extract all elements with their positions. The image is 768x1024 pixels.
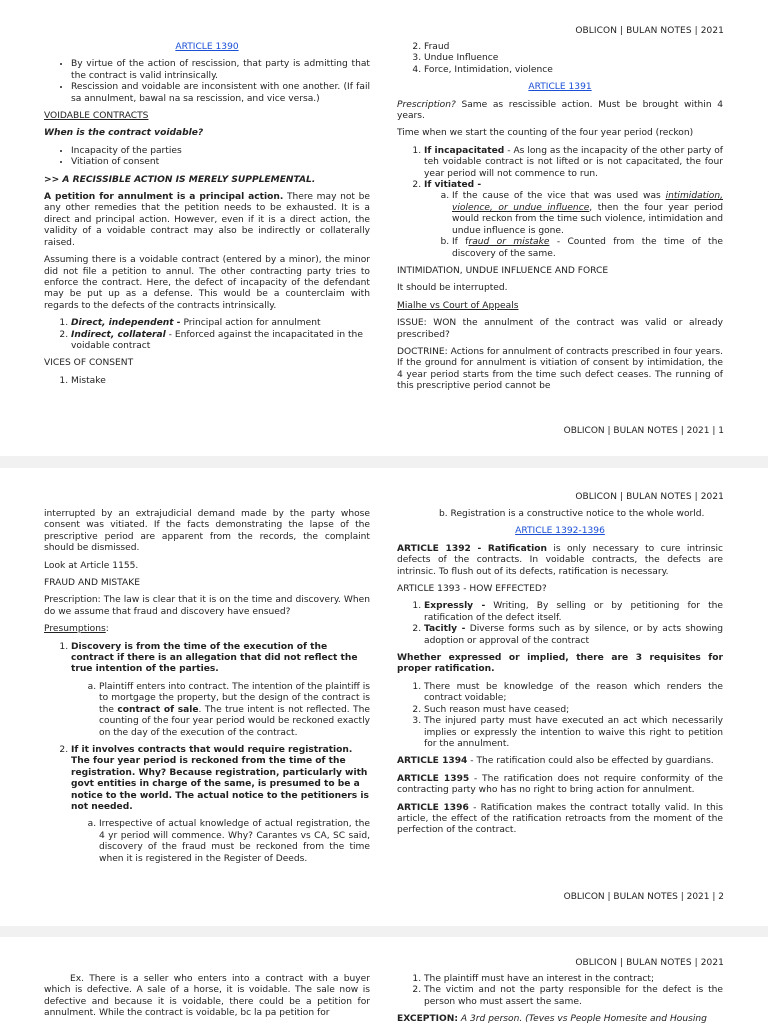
- list-item: 2. The victim and not the party responsible for the defect is the person who must assert the same.: [424, 985, 723, 1008]
- page-footer: OBLICON | BULAN NOTES | 2021 | 2: [563, 892, 724, 902]
- look-at-article: Look at Article 1155.: [44, 560, 139, 571]
- page-header: OBLICON | BULAN NOTES | 2021: [575, 492, 724, 502]
- exception-paragraph: EXCEPTION: A 3rd person. (Teves vs People Homesite and Housing: [397, 1014, 707, 1024]
- list-item: 1. Expressly - Writing, By selling or by petitioning for the ratification of the defect itself.: [424, 601, 723, 624]
- list-item: • Vitiation of consent: [71, 157, 370, 168]
- article-1393-heading: ARTICLE 1393 - HOW EFFECTED?: [397, 584, 547, 595]
- page-3-left-column: [44, 974, 370, 1024]
- supplemental-note: >> A RECISSIBLE ACTION IS MERELY SUPPLEMENTAL.: [44, 174, 316, 185]
- list-item: • Incapacity of the parties: [71, 146, 370, 157]
- voidable-contracts-heading: VOIDABLE CONTRACTS: [44, 111, 149, 122]
- doctrine-paragraph: DOCTRINE: Actions for annulment of contracts prescribed in four years. If the ground for annulment is vitiation of consent by intimidation, the 4 year period starts from the time such defect ceases. The running of this prescriptive period cannot be: [397, 346, 723, 392]
- case-name: Mialhe vs Court of Appeals: [397, 300, 519, 311]
- ratification-forms-list: [397, 601, 723, 647]
- page-header: OBLICON | BULAN NOTES | 2021: [575, 958, 724, 968]
- when-voidable-question: When is the contract voidable?: [44, 128, 204, 139]
- list-item: 2. If it involves contracts that would require registration. The four year period is reckoned from the time of the registration. Why? Because registration, particularly with govt entities in charge of the same, is presumed to be a notice to the world. The actual notice to the petitioners is not needed. a. Irrespective of actual knowledge of actual registration, the 4 yr period will commence. Why? Carantes vs CA, SC said, discovery of the fraud must be reckoned from the time when it is registered in the Register of Deeds.: [71, 745, 370, 865]
- presumptions-label: Presumptions:: [44, 624, 109, 635]
- page-header: OBLICON | BULAN NOTES | 2021: [575, 26, 724, 36]
- page-1: [0, 0, 768, 456]
- list-item: 1. Direct, independent - Principal action for annulment: [71, 318, 370, 329]
- fraud-mistake-heading: FRAUD AND MISTAKE: [44, 578, 140, 589]
- article-1395-paragraph: ARTICLE 1395 - The ratification does not require conformity of the contracting party who has no right to bring action for annulment.: [397, 773, 723, 796]
- page-1-right-column: [397, 42, 723, 399]
- presumption-2-sublist: [71, 819, 370, 865]
- issue-paragraph: ISSUE: WON the annulment of the contract was valid or already prescribed?: [397, 318, 723, 340]
- action-types-list: [44, 318, 370, 352]
- vitiated-sublist: [424, 191, 723, 259]
- registration-note: b. Registration is a constructive notice to the whole world.: [439, 509, 705, 519]
- list-item: a. Irrespective of actual knowledge of actual registration, the 4 yr period will commence. Why? Carantes vs CA, SC said, discovery of the fraud must be reckoned from the time when it is registered in the Register of Deeds.: [99, 819, 370, 865]
- list-item: 1. There must be knowledge of the reason which renders the contract voidable;: [424, 682, 723, 705]
- list-item: 1. Mistake: [71, 376, 370, 387]
- list-item: b. If fraud or mistake - Counted from the time of the discovery of the same.: [452, 237, 723, 260]
- prescription-paragraph: Prescription? Same as rescissible action. Must be brought within 4 years.: [397, 99, 723, 122]
- page-2-right-column: [397, 509, 723, 843]
- assuming-paragraph: Assuming there is a voidable contract (entered by a minor), the minor did not file a petition to annul. The other contracting party tries to enforce the contract. Here, the defect of incapacity of the defendant may be put up as a defense. This would be a counterclaim with regards to the defects of the contracts intrinsically.: [44, 255, 370, 311]
- page-2-left-column: [44, 509, 370, 871]
- voidable-causes-list: [44, 146, 370, 169]
- intimidation-heading: INTIMIDATION, UNDUE INFLUENCE AND FORCE: [397, 265, 609, 276]
- reckoning-list: [397, 146, 723, 260]
- example-paragraph: Ex. There is a seller who enters into a contract with a buyer which is defective. A sale of a horse, it is voidable. The sale now is defective and because it is voidable, there could be a petition for annulment. While the contract is voidable, bc la pa petition for: [44, 974, 370, 1019]
- time-when-paragraph: Time when we start the counting of the four year period (reckon): [397, 128, 694, 139]
- vices-list: [44, 376, 370, 387]
- list-item: 1. Discovery is from the time of the execution of the contract if there is an allegation that did not reflect the true intention of the parties. a. Plaintiff enters into contract. The intention of the plaintiff is to mortgage the property, but the design of the contract is the contract of sale. The true intent is not reflected. The counting of the four year period would be reckoned exactly on the day of the execution of the contract.: [71, 642, 370, 739]
- article-1394-paragraph: ARTICLE 1394 - The ratification could also be effected by guardians.: [397, 756, 714, 767]
- list-item: a. Plaintiff enters into contract. The intention of the plaintiff is to mortgage the property, but the design of the contract is the contract of sale. The true intent is not reflected. The counting of the four year period would be reckoned exactly on the day of the execution of the contract.: [99, 682, 370, 739]
- list-item: 3. Undue Influence: [424, 53, 723, 64]
- page-3-right-column: [397, 974, 723, 1024]
- article-1392-paragraph: ARTICLE 1392 - Ratification is only necessary to cure intrinsic defects of the contracts. In voidable contracts, the defects are intrinsic. To flush out of its defects, ratification is necessary.: [397, 543, 723, 577]
- page-1-left-column: [44, 42, 370, 393]
- list-item: 2. Indirect, collateral - Enforced against the incapacitated in the voidable contract: [71, 330, 370, 353]
- article-1391-link[interactable]: ARTICLE 1391: [528, 82, 592, 93]
- vices-list-continued: [397, 42, 723, 76]
- presumptions-list: [44, 642, 370, 865]
- page-3: [0, 937, 768, 1024]
- continuation-paragraph: interrupted by an extrajudicial demand made by the party whose consent was vitiated. If the facts demonstrating the lapse of the prescriptive period are apparent from the records, the complaint should be dismissed.: [44, 509, 370, 554]
- vices-of-consent-heading: VICES OF CONSENT: [44, 358, 134, 369]
- prescription-paragraph: Prescription: The law is clear that it is on the time and discovery. When do we assume that fraud and discovery have ensued?: [44, 595, 370, 617]
- article-1396-paragraph: ARTICLE 1396 - Ratification makes the contract totally valid. In this article, the effect of the ratification retroacts from the moment of the perfection of the contract.: [397, 802, 723, 836]
- list-item: 2. Fraud: [424, 42, 723, 53]
- list-item: a. If the cause of the vice that was used was intimidation, violence, or undue influence, then the four year period would reckon from the time such violence, intimidation and undue influence is gone.: [452, 191, 723, 237]
- interrupted-note: It should be interrupted.: [397, 283, 508, 294]
- list-item: • By virtue of the action of rescission, that party is admitting that the contract is valid intrinsically.: [71, 59, 370, 82]
- list-item: 2. Tacitly - Diverse forms such as by silence, or by acts showing adoption or approval of the contract: [424, 624, 723, 647]
- requisites-heading: Whether expressed or implied, there are 3 requisites for proper ratification.: [397, 653, 723, 675]
- requisites-list: [397, 682, 723, 750]
- article-1390-link[interactable]: ARTICLE 1390: [175, 42, 239, 52]
- page-footer: OBLICON | BULAN NOTES | 2021 | 1: [563, 426, 724, 436]
- rescission-bullets: [44, 59, 370, 105]
- list-item: 3. The injured party must have executed an act which necessarily implies or expressly the intention to waive this right to petition for the annulment.: [424, 716, 723, 750]
- presumption-1-sublist: [71, 682, 370, 739]
- petition-paragraph: A petition for annulment is a principal action. There may not be any other remedies that the petition needs to be exhausted. It is a direct and principal action. However, even if it is a direct action, the validity of a voidable contract may also be indirectly or collaterally raised.: [44, 192, 371, 248]
- list-item: • Rescission and voidable are inconsistent with one another. (If fail sa annulment, bawal na sa rescission, and vice versa.): [71, 82, 370, 105]
- interest-requisites-list: [397, 974, 723, 1008]
- page-2: [0, 468, 768, 926]
- article-1392-1396-link[interactable]: ARTICLE 1392-1396: [515, 526, 605, 537]
- list-item: 4. Force, Intimidation, violence: [424, 65, 723, 76]
- list-item: 1. If incapacitated - As long as the incapacity of the other party of teh voidable contract is not lifted or is not capacitated, the four year period will not commence to run.: [424, 146, 723, 180]
- list-item: 2. If vitiated - a. If the cause of the vice that was used was intimidation, violence, or undue influence, then the four year period would reckon from the time such violence, intimidation and undue influence is gone. b. If fraud or mistake - Counted from the time of the discovery of the same.: [424, 180, 723, 260]
- list-item: 1. The plaintiff must have an interest in the contract;: [424, 974, 723, 985]
- list-item: 2. Such reason must have ceased;: [424, 705, 723, 716]
